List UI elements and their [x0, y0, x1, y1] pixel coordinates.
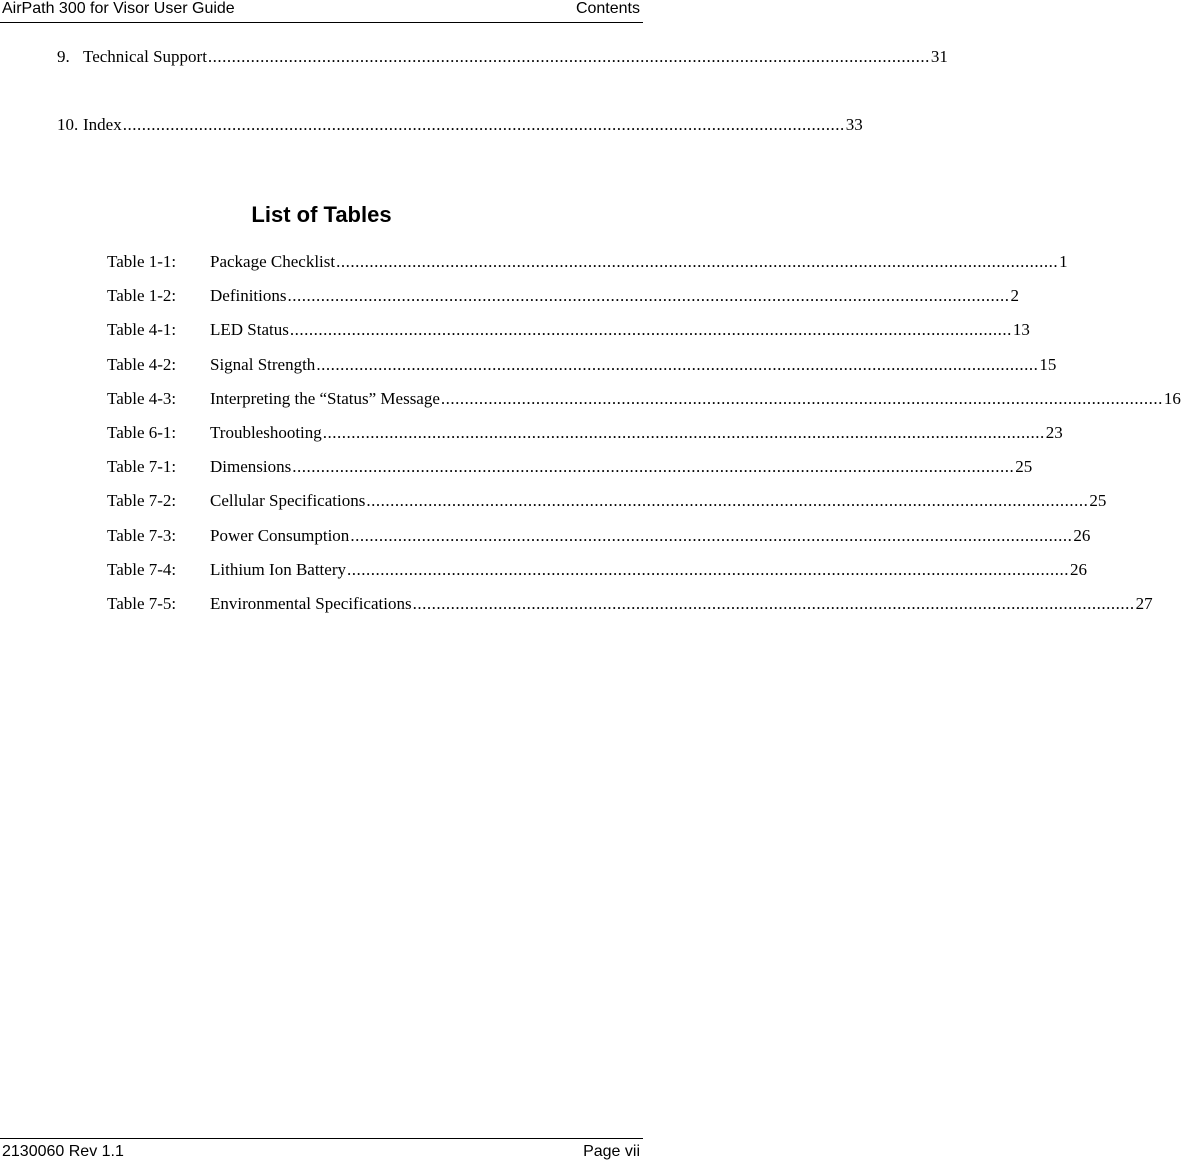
list-of-tables-heading: List of Tables	[251, 202, 392, 227]
table-entry[interactable]	[107, 389, 1181, 409]
table-title: Troubleshooting	[210, 423, 322, 442]
table-entry[interactable]	[107, 252, 1068, 272]
toc-entry-index[interactable]	[57, 115, 863, 135]
table-entry[interactable]	[107, 423, 1063, 443]
table-title: Package Checklist	[210, 252, 336, 271]
table-page-number: 25	[1089, 491, 1107, 510]
table-entry[interactable]	[107, 594, 1153, 614]
dot-leader: ........................................................................................................................................................	[292, 457, 1015, 476]
table-entry[interactable]	[107, 491, 1107, 511]
table-page-number: 23	[1045, 423, 1063, 442]
dot-leader: ........................................................................................................................................................	[289, 320, 1012, 339]
table-page-number: 16	[1163, 389, 1181, 408]
table-page-number: 27	[1135, 594, 1153, 613]
table-label: Table 7-4:	[107, 560, 177, 579]
table-label: Table 4-3:	[107, 389, 177, 408]
header-document-title: AirPath 300 for Visor User Guide	[2, 0, 235, 17]
header-section-name: Contents	[575, 0, 640, 17]
toc-chapter-number: 9.	[57, 47, 70, 66]
table-label: Table 7-2:	[107, 491, 177, 510]
table-label: Table 7-3:	[107, 526, 177, 545]
table-entry[interactable]	[107, 526, 1091, 546]
toc-entry-technical-support[interactable]	[57, 47, 948, 67]
table-label: Table 6-1:	[107, 423, 177, 442]
table-title: Interpreting the “Status” Message	[210, 389, 440, 408]
dot-leader: ........................................................................................................................................................	[350, 526, 1073, 545]
table-label: Table 1-2:	[107, 286, 177, 305]
table-page-number: 2	[1010, 286, 1019, 305]
page-header	[0, 0, 643, 23]
dot-leader: ........................................................................................................................................................	[336, 252, 1059, 271]
dot-leader: ........................................................................................................................................................	[322, 423, 1045, 442]
table-label: Table 7-5:	[107, 594, 177, 613]
dot-leader: ........................................................................................................................................................	[412, 594, 1135, 613]
table-label: Table 4-2:	[107, 355, 177, 374]
table-label: Table 7-1:	[107, 457, 177, 476]
table-entry[interactable]	[107, 320, 1030, 340]
table-title: Dimensions	[210, 457, 292, 476]
table-label: Table 4-1:	[107, 320, 177, 339]
toc-page-number: 33	[845, 115, 863, 134]
toc-chapter-title: Index	[83, 115, 122, 134]
table-entry[interactable]	[107, 457, 1033, 477]
table-page-number: 15	[1039, 355, 1057, 374]
table-title: Environmental Specifications	[210, 594, 412, 613]
toc-chapter-number: 10.	[57, 115, 79, 134]
dot-leader: ........................................................................................................................................................	[366, 491, 1089, 510]
footer-document-number: 2130060 Rev 1.1	[2, 1143, 124, 1160]
footer-page-number: Page vii	[583, 1143, 640, 1160]
dot-leader: ........................................................................................................................................................	[287, 286, 1010, 305]
table-page-number: 1	[1059, 252, 1068, 271]
toc-chapter-title: Technical Support	[83, 47, 207, 66]
table-title: Power Consumption	[210, 526, 350, 545]
table-title: LED Status	[210, 320, 289, 339]
table-page-number: 26	[1073, 526, 1091, 545]
table-page-number: 13	[1012, 320, 1030, 339]
table-entry[interactable]	[107, 286, 1019, 306]
page-footer	[0, 1138, 643, 1166]
dot-leader: ........................................................................................................................................................	[440, 389, 1163, 408]
table-title: Cellular Specifications	[210, 491, 366, 510]
table-title: Lithium Ion Battery	[210, 560, 346, 579]
table-label: Table 1-1:	[107, 252, 177, 271]
table-entry[interactable]	[107, 355, 1057, 375]
table-page-number: 26	[1069, 560, 1087, 579]
dot-leader: ........................................................................................................................................................	[316, 355, 1039, 374]
dot-leader: ........................................................................................................................................................	[122, 115, 845, 134]
table-entry[interactable]	[107, 560, 1087, 580]
toc-page-number: 31	[930, 47, 948, 66]
table-title: Definitions	[210, 286, 287, 305]
table-page-number: 25	[1015, 457, 1033, 476]
table-title: Signal Strength	[210, 355, 316, 374]
dot-leader: ........................................................................................................................................................	[346, 560, 1069, 579]
dot-leader: ........................................................................................................................................................	[207, 47, 930, 66]
